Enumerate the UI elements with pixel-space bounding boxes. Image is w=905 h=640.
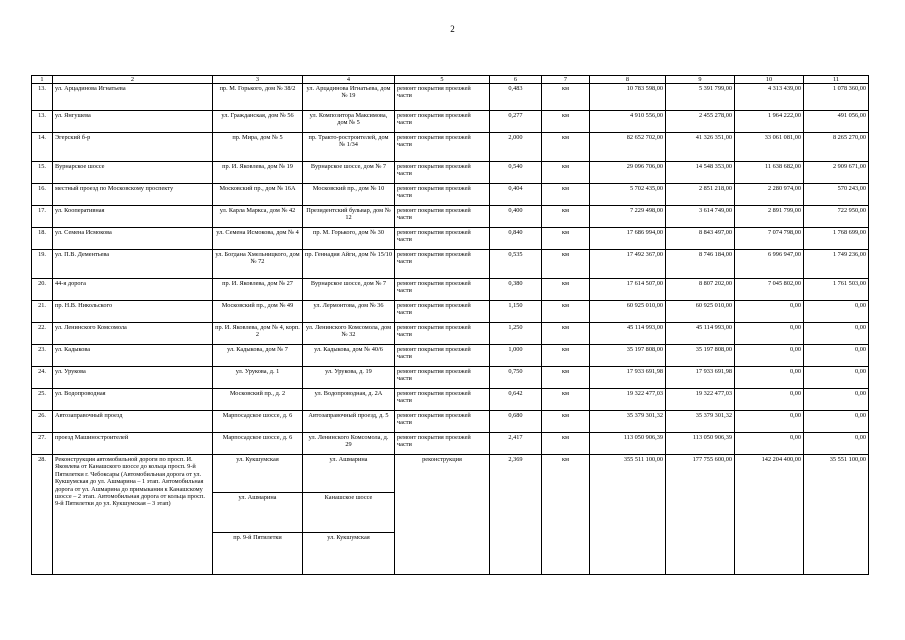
row-number: 15. xyxy=(32,162,53,184)
start-point: пр. И. Яковлева, дом № 19 xyxy=(213,162,303,184)
unit: км xyxy=(542,279,590,301)
length-value: 0,400 xyxy=(490,206,542,228)
end-point: Московский пр., дом № 10 xyxy=(303,184,395,206)
amount-col10: 2 280 974,00 xyxy=(735,184,804,206)
table-row xyxy=(32,367,869,389)
end-point: Президентский бульвар, дом № 12 xyxy=(303,206,395,228)
column-number: 1 xyxy=(32,76,53,84)
amount-col11: 35 551 100,00 xyxy=(804,455,869,575)
amount-col9: 19 322 477,03 xyxy=(666,389,735,411)
amount-col9: 177 755 600,00 xyxy=(666,455,735,575)
row-number: 21. xyxy=(32,301,53,323)
end-point: ул. Лермонтова, дом № 36 xyxy=(303,301,395,323)
road-name: ул. Арцадинова Игнатьева xyxy=(53,84,213,111)
amount-col11: 0,00 xyxy=(804,367,869,389)
amount-col11: 0,00 xyxy=(804,345,869,367)
amount-total: 5 702 435,00 xyxy=(590,184,666,206)
start-point: ул. Богдана Хмельницкого, дом № 72 xyxy=(213,250,303,279)
amount-col11: 0,00 xyxy=(804,301,869,323)
amount-col11: 1 749 236,00 xyxy=(804,250,869,279)
table-row xyxy=(32,433,869,455)
length-value: 0,540 xyxy=(490,162,542,184)
road-repair-table xyxy=(31,75,869,575)
unit: км xyxy=(542,206,590,228)
start-point: Марпосадское шоссе, д. 6 xyxy=(213,433,303,455)
road-name: проезд Машиностроителей xyxy=(53,433,213,455)
amount-col10: 0,00 xyxy=(735,367,804,389)
work-type: ремонт покрытия проезжей части xyxy=(395,250,490,279)
start-point: пр. 9-й Пятилетки xyxy=(213,533,303,575)
end-point: ул. Композитора Максимова, дом № 5 xyxy=(303,111,395,133)
table-row xyxy=(32,84,869,111)
road-name: ул. Урукова xyxy=(53,367,213,389)
amount-total: 19 322 477,03 xyxy=(590,389,666,411)
road-name: ул. Водопроводная xyxy=(53,389,213,411)
unit: км xyxy=(542,228,590,250)
length-value: 0,404 xyxy=(490,184,542,206)
amount-total: 17 614 507,00 xyxy=(590,279,666,301)
length-value: 0,535 xyxy=(490,250,542,279)
amount-col11: 1 078 360,00 xyxy=(804,84,869,111)
amount-col11: 570 243,00 xyxy=(804,184,869,206)
end-point: ул. Урукова, д. 19 xyxy=(303,367,395,389)
length-value: 0,840 xyxy=(490,228,542,250)
column-number: 6 xyxy=(490,76,542,84)
amount-col9: 5 391 799,00 xyxy=(666,84,735,111)
start-point: пр. И. Яковлева, дом № 4, корп. 2 xyxy=(213,323,303,345)
start-point: пр. Мира, дом № 5 xyxy=(213,133,303,162)
row-number: 19. xyxy=(32,250,53,279)
start-point: ул. Кукшумская xyxy=(213,455,303,493)
row-number: 16. xyxy=(32,184,53,206)
row-number: 23. xyxy=(32,345,53,367)
unit: км xyxy=(542,389,590,411)
row-number: 25. xyxy=(32,389,53,411)
work-type: ремонт покрытия проезжей части xyxy=(395,84,490,111)
start-point: ул. Гражданская, дом № 56 xyxy=(213,111,303,133)
amount-col11: 0,00 xyxy=(804,389,869,411)
amount-col10: 0,00 xyxy=(735,389,804,411)
road-name: пр. Н.В. Никольского xyxy=(53,301,213,323)
column-number: 11 xyxy=(804,76,869,84)
unit: км xyxy=(542,433,590,455)
road-name: Эгерский б-р xyxy=(53,133,213,162)
unit: км xyxy=(542,367,590,389)
unit: км xyxy=(542,455,590,575)
amount-col10: 0,00 xyxy=(735,411,804,433)
table-row xyxy=(32,455,869,493)
table-row xyxy=(32,279,869,301)
table-row xyxy=(32,228,869,250)
table-row xyxy=(32,162,869,184)
unit: км xyxy=(542,184,590,206)
table-row xyxy=(32,389,869,411)
unit: км xyxy=(542,301,590,323)
end-point: Канашское шоссе xyxy=(303,493,395,533)
amount-col9: 8 807 202,00 xyxy=(666,279,735,301)
column-number: 8 xyxy=(590,76,666,84)
amount-col9: 2 455 278,00 xyxy=(666,111,735,133)
amount-col10: 33 061 081,00 xyxy=(735,133,804,162)
row-number: 27. xyxy=(32,433,53,455)
work-type: реконструкция xyxy=(395,455,490,575)
end-point: ул. Ленинского Комсомола, д. 29 xyxy=(303,433,395,455)
table-row xyxy=(32,250,869,279)
end-point: ул. Водопроводная, д. 2А xyxy=(303,389,395,411)
end-point: Вурнарское шоссе, дом № 7 xyxy=(303,279,395,301)
amount-col11: 1 761 503,00 xyxy=(804,279,869,301)
amount-col9: 113 050 906,39 xyxy=(666,433,735,455)
amount-total: 10 783 598,00 xyxy=(590,84,666,111)
column-number: 10 xyxy=(735,76,804,84)
amount-col9: 3 614 749,00 xyxy=(666,206,735,228)
unit: км xyxy=(542,133,590,162)
amount-col10: 11 638 682,00 xyxy=(735,162,804,184)
length-value: 2,000 xyxy=(490,133,542,162)
amount-col9: 14 548 353,00 xyxy=(666,162,735,184)
amount-col11: 0,00 xyxy=(804,411,869,433)
amount-col10: 7 074 798,00 xyxy=(735,228,804,250)
work-type: ремонт покрытия проезжей части xyxy=(395,411,490,433)
amount-total: 7 229 498,00 xyxy=(590,206,666,228)
length-value: 0,380 xyxy=(490,279,542,301)
amount-col9: 35 379 301,32 xyxy=(666,411,735,433)
start-point: пр. М. Горького, дом № 38/2 xyxy=(213,84,303,111)
length-value: 0,483 xyxy=(490,84,542,111)
start-point: ул. Кадыкова, дом № 7 xyxy=(213,345,303,367)
start-point: Московский пр., дом № 16А xyxy=(213,184,303,206)
column-number: 9 xyxy=(666,76,735,84)
amount-col10: 4 313 439,00 xyxy=(735,84,804,111)
road-name: ул. П.В. Дементьева xyxy=(53,250,213,279)
amount-col9: 8 746 184,00 xyxy=(666,250,735,279)
table-row xyxy=(32,411,869,433)
amount-total: 113 050 906,39 xyxy=(590,433,666,455)
amount-total: 35 197 808,00 xyxy=(590,345,666,367)
length-value: 0,750 xyxy=(490,367,542,389)
page-number: 2 xyxy=(450,24,455,34)
length-value: 0,680 xyxy=(490,411,542,433)
amount-col9: 35 197 808,00 xyxy=(666,345,735,367)
column-number: 4 xyxy=(303,76,395,84)
column-number: 7 xyxy=(542,76,590,84)
work-type: ремонт покрытия проезжей части xyxy=(395,389,490,411)
road-name: ул. Кооперативная xyxy=(53,206,213,228)
amount-total: 35 379 301,32 xyxy=(590,411,666,433)
end-point: пр. Тракто-ростроителей, дом № 1/34 xyxy=(303,133,395,162)
unit: км xyxy=(542,250,590,279)
amount-total: 29 096 706,00 xyxy=(590,162,666,184)
amount-col11: 0,00 xyxy=(804,433,869,455)
amount-col11: 0,00 xyxy=(804,323,869,345)
road-name: ул. Кадыкова xyxy=(53,345,213,367)
row-number: 20. xyxy=(32,279,53,301)
end-point: ул. Арцадинова Игнатьева, дом № 19 xyxy=(303,84,395,111)
work-type: ремонт покрытия проезжей части xyxy=(395,301,490,323)
table-row xyxy=(32,301,869,323)
end-point: ул. Ашмарина xyxy=(303,455,395,493)
amount-col9: 17 933 691,98 xyxy=(666,367,735,389)
length-value: 2,369 xyxy=(490,455,542,575)
start-point: ул. Карла Маркса, дом № 42 xyxy=(213,206,303,228)
end-point: пр. М. Горького, дом № 30 xyxy=(303,228,395,250)
row-number: 24. xyxy=(32,367,53,389)
road-name: Реконструкция автомобильной дороги по просп. И. Яковлева от Канашского шоссе до кольца просп. 9-й Пятилетки г. Чебоксары (Автомобильная дорога от ул. Кукшумская до ул. Ашмарина – 1 этап. Автомобильная дорога от ул. Ашмарина до примыкания к Канашскому шоссе – 2 этап. Автомобильная дорога от кольца просп. 9-й Пятилетки до ул. Кукшумская – 3 этап) xyxy=(53,455,213,575)
end-point: ул. Ленинского Комсомола, дом № 32 xyxy=(303,323,395,345)
amount-col10: 2 891 799,00 xyxy=(735,206,804,228)
column-number: 2 xyxy=(53,76,213,84)
start-point: Марпосадское шоссе, д. 6 xyxy=(213,411,303,433)
column-number: 3 xyxy=(213,76,303,84)
table-row xyxy=(32,184,869,206)
start-point: ул. Урукова, д. 1 xyxy=(213,367,303,389)
road-name: местный проезд по Московскому проспекту xyxy=(53,184,213,206)
work-type: ремонт покрытия проезжей части xyxy=(395,433,490,455)
work-type: ремонт покрытия проезжей части xyxy=(395,228,490,250)
unit: км xyxy=(542,111,590,133)
amount-total: 45 114 993,00 xyxy=(590,323,666,345)
length-value: 0,642 xyxy=(490,389,542,411)
row-number: 18. xyxy=(32,228,53,250)
column-number-row xyxy=(32,76,869,84)
amount-col9: 2 851 218,00 xyxy=(666,184,735,206)
amount-col11: 491 056,00 xyxy=(804,111,869,133)
road-name: Автозаправочный проезд xyxy=(53,411,213,433)
start-point: пр. И. Яковлева, дом № 27 xyxy=(213,279,303,301)
amount-col9: 8 843 497,00 xyxy=(666,228,735,250)
road-name: ул. Ленинского Комсомола xyxy=(53,323,213,345)
amount-total: 355 511 100,00 xyxy=(590,455,666,575)
amount-col10: 7 045 802,00 xyxy=(735,279,804,301)
amount-col9: 41 326 351,00 xyxy=(666,133,735,162)
work-type: ремонт покрытия проезжей части xyxy=(395,206,490,228)
work-type: ремонт покрытия проезжей части xyxy=(395,323,490,345)
amount-col10: 0,00 xyxy=(735,433,804,455)
work-type: ремонт покрытия проезжей части xyxy=(395,279,490,301)
end-point: пр. Геннадия Айги, дом № 15/10 xyxy=(303,250,395,279)
row-number: 14. xyxy=(32,133,53,162)
unit: км xyxy=(542,345,590,367)
row-number: 17. xyxy=(32,206,53,228)
start-point: ул. Семена Исмокова, дом № 4 xyxy=(213,228,303,250)
column-number: 5 xyxy=(395,76,490,84)
amount-col11: 2 909 671,00 xyxy=(804,162,869,184)
amount-col11: 1 768 699,00 xyxy=(804,228,869,250)
work-type: ремонт покрытия проезжей части xyxy=(395,111,490,133)
end-point: ул. Кукшумская xyxy=(303,533,395,575)
table-row xyxy=(32,133,869,162)
unit: км xyxy=(542,411,590,433)
start-point: ул. Ашмарина xyxy=(213,493,303,533)
row-number: 13. xyxy=(32,111,53,133)
length-value: 2,417 xyxy=(490,433,542,455)
work-type: ремонт покрытия проезжей части xyxy=(395,367,490,389)
amount-total: 17 933 691,98 xyxy=(590,367,666,389)
work-type: ремонт покрытия проезжей части xyxy=(395,184,490,206)
amount-total: 82 652 702,00 xyxy=(590,133,666,162)
amount-col10: 0,00 xyxy=(735,323,804,345)
work-type: ремонт покрытия проезжей части xyxy=(395,133,490,162)
row-number: 13. xyxy=(32,84,53,111)
end-point: ул. Кадыкова, дом № 40/6 xyxy=(303,345,395,367)
row-number: 28. xyxy=(32,455,53,575)
length-value: 1,250 xyxy=(490,323,542,345)
end-point: Автозаправочный проезд, д. 5 xyxy=(303,411,395,433)
amount-col11: 722 950,00 xyxy=(804,206,869,228)
row-number: 22. xyxy=(32,323,53,345)
unit: км xyxy=(542,323,590,345)
amount-col11: 8 265 270,00 xyxy=(804,133,869,162)
start-point: Московский пр., дом № 49 xyxy=(213,301,303,323)
amount-total: 17 492 367,00 xyxy=(590,250,666,279)
table-row xyxy=(32,345,869,367)
amount-col10: 142 204 400,00 xyxy=(735,455,804,575)
amount-col9: 45 114 993,00 xyxy=(666,323,735,345)
table-row xyxy=(32,111,869,133)
work-type: ремонт покрытия проезжей части xyxy=(395,345,490,367)
road-name: ул. Семена Исмокова xyxy=(53,228,213,250)
start-point: Московский пр., д. 2 xyxy=(213,389,303,411)
amount-col10: 0,00 xyxy=(735,301,804,323)
table-row xyxy=(32,206,869,228)
length-value: 1,000 xyxy=(490,345,542,367)
amount-col10: 0,00 xyxy=(735,345,804,367)
length-value: 0,277 xyxy=(490,111,542,133)
table-row xyxy=(32,323,869,345)
row-number: 26. xyxy=(32,411,53,433)
unit: км xyxy=(542,84,590,111)
amount-total: 17 686 994,00 xyxy=(590,228,666,250)
amount-total: 60 925 010,00 xyxy=(590,301,666,323)
amount-col10: 1 964 222,00 xyxy=(735,111,804,133)
road-name: 44-я дорога xyxy=(53,279,213,301)
road-name: ул. Янгушева xyxy=(53,111,213,133)
amount-col10: 6 996 947,00 xyxy=(735,250,804,279)
amount-total: 4 910 556,00 xyxy=(590,111,666,133)
road-name: Вурнарское шоссе xyxy=(53,162,213,184)
amount-col9: 60 925 010,00 xyxy=(666,301,735,323)
end-point: Вурнарское шоссе, дом № 7 xyxy=(303,162,395,184)
unit: км xyxy=(542,162,590,184)
length-value: 1,150 xyxy=(490,301,542,323)
work-type: ремонт покрытия проезжей части xyxy=(395,162,490,184)
